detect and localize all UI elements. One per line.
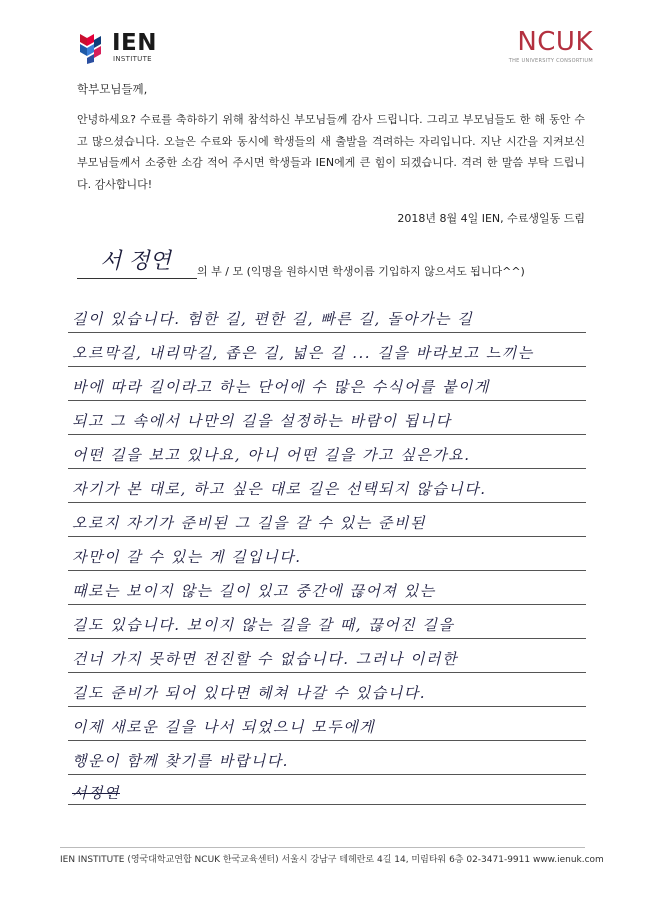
ruled-line [68, 604, 586, 605]
handwritten-line: 오르막길, 내리막길, 좁은 길, 넓은 길 ... 길을 바라보고 느끼는 [72, 344, 534, 362]
ien-logo-text: IEN [112, 30, 158, 56]
ruled-line [68, 740, 586, 741]
ncuk-logo-text: NCUK [517, 27, 593, 57]
ruled-line [68, 502, 586, 503]
handwritten-line: 되고 그 속에서 나만의 길을 설정하는 바람이 됩니다 [72, 412, 452, 430]
footer-address: IEN INSTITUTE (영국대학교연합 NCUK 한국교육센터) 서울시 강남구 테헤란로 4길 14, 미림타워 6층 02-3471-9911 www.ienuk.com [60, 855, 604, 865]
letter-greeting: 학부모님들께, [77, 82, 148, 96]
ien-logo [78, 30, 198, 70]
ruled-line [68, 774, 586, 775]
ruled-line [68, 332, 586, 333]
ruled-line [68, 468, 586, 469]
handwritten-line: 길이 있습니다. 험한 길, 편한 길, 빠른 길, 돌아가는 길 [72, 310, 474, 328]
ruled-line [68, 400, 586, 401]
handwritten-signature-struck: 서정연 [72, 784, 120, 802]
ien-logo-mark-icon [78, 30, 108, 64]
handwritten-student-name: 서 정연 [100, 249, 171, 274]
ruled-line [68, 804, 586, 805]
ncuk-logo [493, 28, 593, 68]
handwritten-line: 어떤 길을 보고 있나요, 아니 어떤 길을 가고 싶은가요. [72, 446, 471, 464]
handwritten-line: 때로는 보이지 않는 길이 있고 중간에 끊어져 있는 [72, 582, 436, 600]
handwritten-line: 이제 새로운 길을 나서 되었으니 모두에게 [72, 718, 376, 736]
parent-label: 의 부 / 모 (익명을 원하시면 학생이름 기입하지 않으셔도 됩니다^^) [197, 265, 525, 278]
handwritten-line: 오로지 자기가 준비된 그 길을 갈 수 있는 준비된 [72, 514, 426, 532]
footer-divider [60, 847, 585, 848]
handwritten-line: 바에 따라 길이라고 하는 단어에 수 많은 수식어를 붙이게 [72, 378, 490, 396]
handwritten-line: 건너 가지 못하면 전진할 수 없습니다. 그러나 이러한 [72, 650, 458, 668]
letter-signoff: 2018년 8월 4일 IEN, 수료생일동 드림 [397, 212, 585, 225]
handwritten-line: 길도 준비가 되어 있다면 헤쳐 나갈 수 있습니다. [72, 684, 426, 702]
handwritten-line: 길도 있습니다. 보이지 않는 길을 갈 때, 끊어진 길을 [72, 616, 455, 634]
letter-body: 안녕하세요? 수료를 축하하기 위해 참석하신 부모님들께 감사 드립니다. 그리고 부모님들도 한 해 동안 수고 많으셨습니다. 오늘은 수료와 동시에 학생들의 새 출발을 격려하는 자리입니다. 지난 시간을 지켜보신 부모님들께서 소중한 소감 적어 주시면 학생들과 IEN에게 큰 힘이 되겠습니다. 격려 한 말씀 부탁 드립니다. 감사합니다! [77, 113, 585, 191]
ruled-line [68, 366, 586, 367]
ruled-line [68, 706, 586, 707]
handwritten-line: 자기가 본 대로, 하고 싶은 대로 길은 선택되지 않습니다. [72, 480, 487, 498]
ien-logo-subtext: INSTITUTE [113, 55, 152, 63]
ruled-line [68, 638, 586, 639]
handwritten-line: 자만이 갈 수 있는 게 길입니다. [72, 548, 302, 566]
ruled-line [68, 570, 586, 571]
ruled-line [68, 672, 586, 673]
ruled-line [68, 434, 586, 435]
handwritten-line: 행운이 함께 찾기를 바랍니다. [72, 752, 289, 770]
ruled-line [68, 536, 586, 537]
ncuk-logo-subtext: THE UNIVERSITY CONSORTIUM [508, 58, 593, 64]
